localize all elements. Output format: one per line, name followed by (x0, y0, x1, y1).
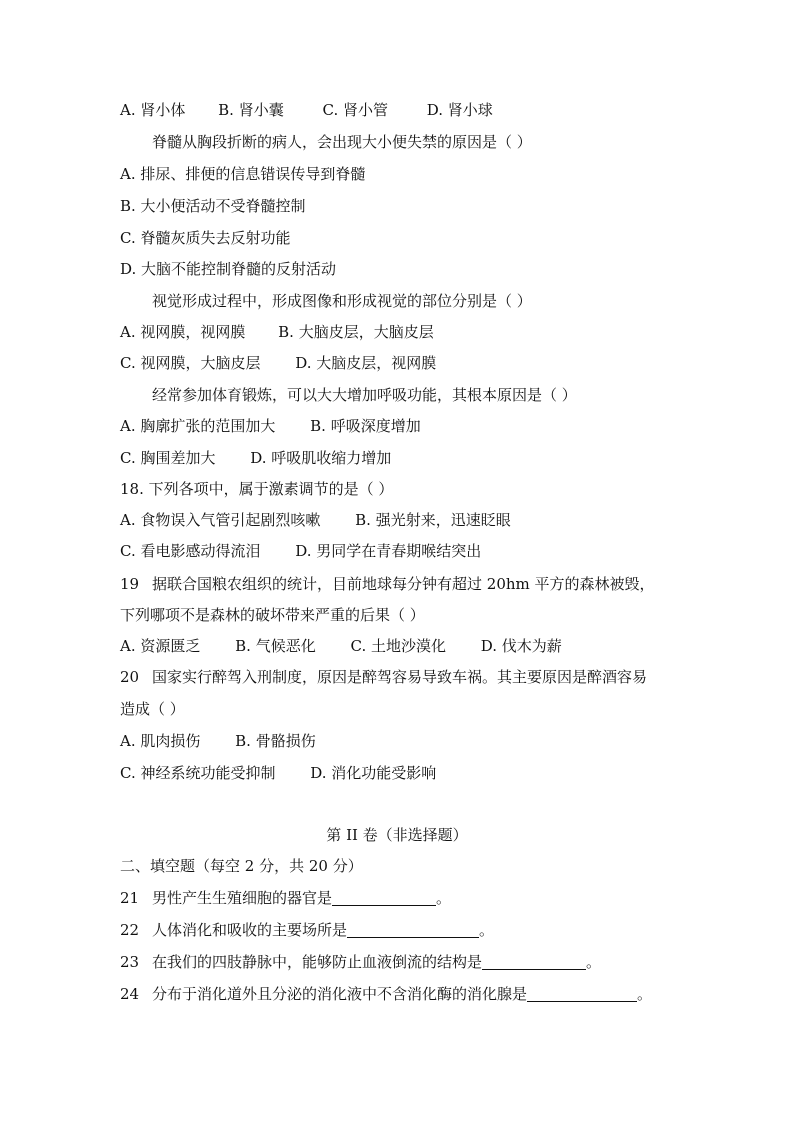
option-c: C. 肾小管 (322, 101, 388, 119)
question-spinal-option-d: D. 大脑不能控制脊髓的反射活动 (120, 260, 337, 278)
question-text: 分布于消化道外且分泌的消化液中不含消化酶的消化腺是 (152, 985, 528, 1003)
option-c: C. 胸围差加大 (120, 449, 216, 467)
option-b: B. 大脑皮层，大脑皮层 (278, 323, 434, 341)
question-19-stem-line2: 下列哪项不是森林的破坏带来严重的后果（ ） (120, 606, 425, 624)
option-b: B. 气候恶化 (235, 637, 316, 655)
option-a: A. 肾小体 (120, 101, 186, 119)
question-vision-options-cd (120, 353, 436, 373)
question-spinal-option-a: A. 排尿、排便的信息错误传导到脊髓 (120, 165, 366, 183)
option-d: D. 大脑皮层，视网膜 (295, 354, 437, 372)
option-d: D. 消化功能受影响 (310, 764, 437, 782)
fill-question-21 (120, 888, 451, 908)
option-b: B. 强光射来，迅速眨眼 (355, 511, 511, 529)
option-b: B. 呼吸深度增加 (310, 417, 421, 435)
question-19-stem-line1 (120, 574, 655, 594)
question-spinal-option-b: B. 大小便活动不受脊髓控制 (120, 197, 306, 215)
option-a: A. 肌肉损伤 (120, 732, 201, 750)
question-20-options-ab (120, 731, 316, 751)
option-d: D. 肾小球 (426, 101, 493, 119)
question-number: 23 (120, 953, 140, 971)
question-vision-options-ab (120, 322, 434, 342)
option-a: A. 胸廓扩张的范围加大 (120, 417, 276, 435)
option-a: A. 视网膜，视网膜 (120, 323, 246, 341)
prev-question-options (120, 100, 493, 120)
question-exercise-options-cd (120, 448, 391, 468)
option-d: D. 呼吸肌收缩力增加 (250, 449, 392, 467)
question-20-options-cd (120, 763, 436, 783)
question-number: 19 (120, 575, 140, 593)
question-vision-stem: 视觉形成过程中，形成图像和形成视觉的部位分别是（ ） (152, 292, 532, 310)
section-heading: 二、填空题（每空 2 分，共 20 分） (120, 857, 363, 875)
question-number: 22 (120, 921, 140, 939)
question-18-stem: 18. 下列各项中，属于激素调节的是（ ） (120, 480, 394, 498)
question-number: 21 (120, 889, 140, 907)
option-a: A. 食物误入气管引起剧烈咳嗽 (120, 511, 321, 529)
question-exercise-options-ab (120, 416, 421, 436)
question-end: 。 (436, 889, 452, 907)
option-a: A. 资源匮乏 (120, 637, 201, 655)
question-text: 男性产生生殖细胞的器官是 (152, 889, 333, 907)
question-20-text: 国家实行醉驾入刑制度，原因是醉驾容易导致车祸。其主要原因是醉酒容易 (152, 668, 648, 686)
answer-blank[interactable] (482, 953, 586, 970)
question-spinal-option-c: C. 脊髓灰质失去反射功能 (120, 229, 291, 247)
question-exercise-stem: 经常参加体育锻炼，可以大大增加呼吸功能，其根本原因是（ ） (152, 386, 577, 404)
question-text: 在我们的四肢静脉中，能够防止血液倒流的结构是 (152, 953, 483, 971)
section-title: 第 II 卷（非选择题） (326, 826, 468, 844)
fill-question-24 (120, 984, 652, 1004)
question-19-text: 据联合国粮农组织的统计，目前地球每分钟有超过 20hm 平方的森林被毁， (152, 575, 655, 593)
option-d: D. 伐木为薪 (480, 637, 562, 655)
fill-question-23 (120, 952, 601, 972)
answer-blank[interactable] (332, 889, 436, 906)
option-c: C. 视网膜，大脑皮层 (120, 354, 261, 372)
question-20-stem-line1 (120, 667, 647, 687)
question-18-options-cd (120, 541, 481, 561)
question-number: 20 (120, 668, 140, 686)
question-end: 。 (586, 953, 602, 971)
question-text: 人体消化和吸收的主要场所是 (152, 921, 348, 939)
answer-blank[interactable] (347, 921, 479, 938)
option-b: B. 肾小囊 (218, 101, 284, 119)
answer-blank[interactable] (527, 985, 637, 1002)
option-c: C. 土地沙漠化 (350, 637, 446, 655)
question-end: 。 (637, 985, 653, 1003)
option-d: D. 男同学在青春期喉结突出 (295, 542, 482, 560)
question-spinal-stem: 脊髓从胸段折断的病人，会出现大小便失禁的原因是（ ） (152, 133, 532, 151)
question-end: 。 (479, 921, 495, 939)
question-20-stem-line2: 造成（ ） (120, 700, 185, 718)
question-number: 24 (120, 985, 140, 1003)
fill-question-22 (120, 920, 494, 940)
question-19-options (120, 636, 562, 656)
question-18-options-ab (120, 510, 511, 530)
option-c: C. 看电影感动得流泪 (120, 542, 261, 560)
option-c: C. 神经系统功能受抑制 (120, 764, 276, 782)
option-b: B. 骨骼损伤 (235, 732, 316, 750)
